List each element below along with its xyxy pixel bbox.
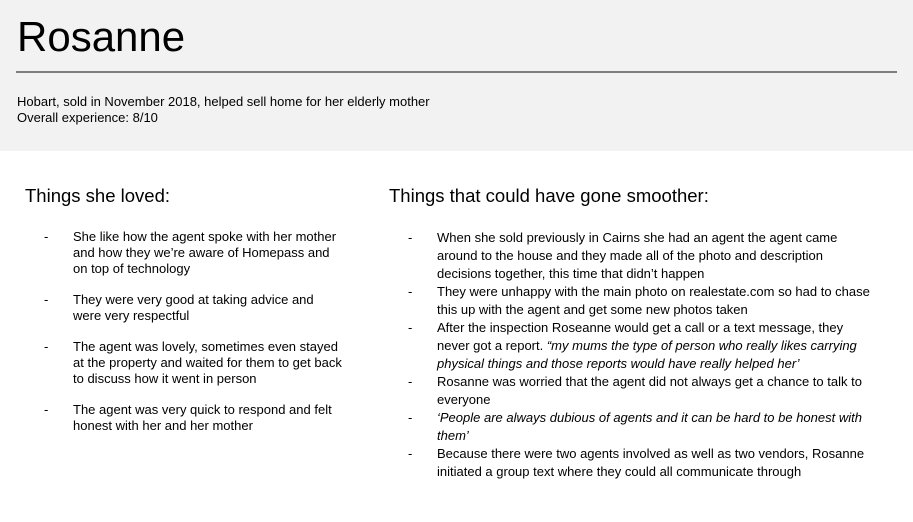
item-text: Because there were two agents involved as well as two vendors, Rosanne initiated a group text where they could all communicate through: [437, 446, 865, 479]
loved-heading: Things she loved:: [25, 185, 171, 206]
item-quote: ‘People are always dubious of agents and it can be hard to be honest with them’: [437, 410, 862, 443]
item-text: When she sold previously in Cairns she had an agent the agent came around to the house and they made all of the photo and description decisions together, this time that didn’t happen: [437, 230, 838, 281]
header-panel: [0, 0, 913, 151]
list-item: [408, 283, 878, 319]
list-item: [408, 319, 878, 373]
smoother-heading: Things that could have gone smoother:: [389, 185, 709, 206]
item-text: After the inspection Roseanne would get a call or a text message, they never got a report.: [437, 320, 844, 353]
title-divider: [16, 71, 897, 73]
smoother-list: [408, 229, 878, 481]
loved-list: [44, 229, 344, 449]
list-item: [408, 373, 878, 409]
list-item: - She like how the agent spoke with her mother and how they we’re aware of Homepass and on top of technology: [44, 229, 344, 277]
item-text: They were unhappy with the main photo on realestate.com so had to chase this up with the agent and get some new photos taken: [437, 284, 870, 317]
page-title: Rosanne: [17, 13, 186, 60]
list-item: - The agent was lovely, sometimes even stayed at the property and waited for them to get back to discuss how it went in person: [44, 339, 344, 387]
list-item: - They were very good at taking advice and were very respectful: [44, 292, 344, 324]
list-item: [408, 409, 878, 445]
item-quote: “my mums the type of person who really likes carrying physical things and those reports would have really helped her’: [437, 338, 857, 371]
list-item: - The agent was very quick to respond and felt honest with her and her mother: [44, 402, 344, 434]
experience-line: Overall experience: 8/10: [17, 109, 158, 125]
persona-summary: [17, 94, 430, 125]
list-item: [408, 229, 878, 283]
list-item: [408, 445, 878, 481]
item-text: Rosanne was worried that the agent did not always get a chance to talk to everyone: [437, 374, 862, 407]
summary-line: Hobart, sold in November 2018, helped sell home for her elderly mother: [17, 94, 430, 109]
